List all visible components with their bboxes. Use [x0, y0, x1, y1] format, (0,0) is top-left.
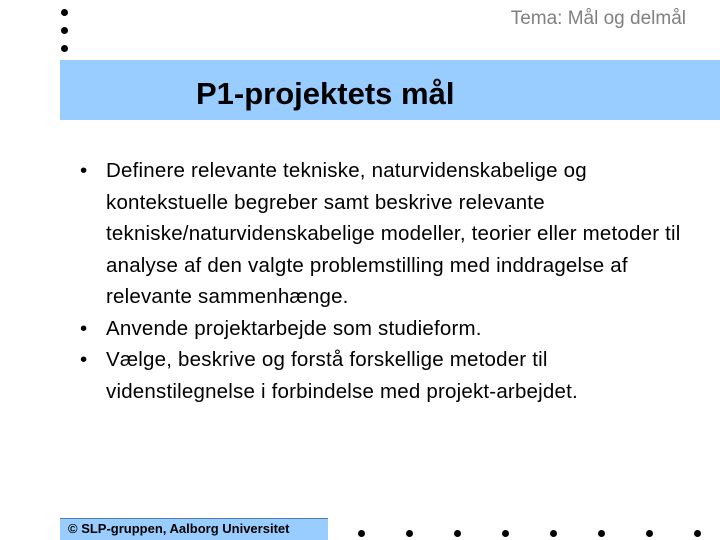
slide-topic: Tema: Mål og delmål: [510, 8, 686, 29]
decorative-dot: [358, 530, 365, 537]
bullet-item: [76, 155, 696, 313]
decorative-dot: [61, 45, 68, 52]
decorative-dot: [61, 9, 68, 16]
decorative-dot: [406, 530, 413, 537]
bullet-text: Anvende projektarbejde som studieform.: [106, 316, 482, 340]
bullet-list: [76, 155, 696, 407]
bullet-icon: •: [80, 316, 88, 340]
decorative-dot: [502, 530, 509, 537]
bullet-icon: •: [80, 348, 88, 371]
bullet-item: [76, 344, 696, 407]
slide-title: P1-projektets mål: [196, 76, 455, 111]
decorative-dot: [550, 530, 557, 537]
bullet-item: [76, 313, 696, 345]
bullet-text: Vælge, beskrive og forstå forskellige metoder til videnstilegnelse i forbindelse med projekt-arbejdet.: [106, 348, 578, 403]
footer-copyright: © SLP-gruppen, Aalborg Universitet: [60, 518, 328, 540]
decorative-dot: [61, 27, 68, 34]
decorative-dot: [646, 530, 653, 537]
decorative-dot: [598, 530, 605, 537]
decorative-dot: [694, 530, 701, 537]
bullet-text: Definere relevante tekniske, naturvidenskabelige og kontekstuelle begreber samt beskrive relevante tekniske/naturvidenskabelige modeller, teorier eller metoder til analyse af den valgte problemstilling med inddragelse af relevante sammenhænge.: [106, 159, 681, 308]
bullet-icon: •: [80, 159, 88, 182]
decorative-dot: [454, 530, 461, 537]
